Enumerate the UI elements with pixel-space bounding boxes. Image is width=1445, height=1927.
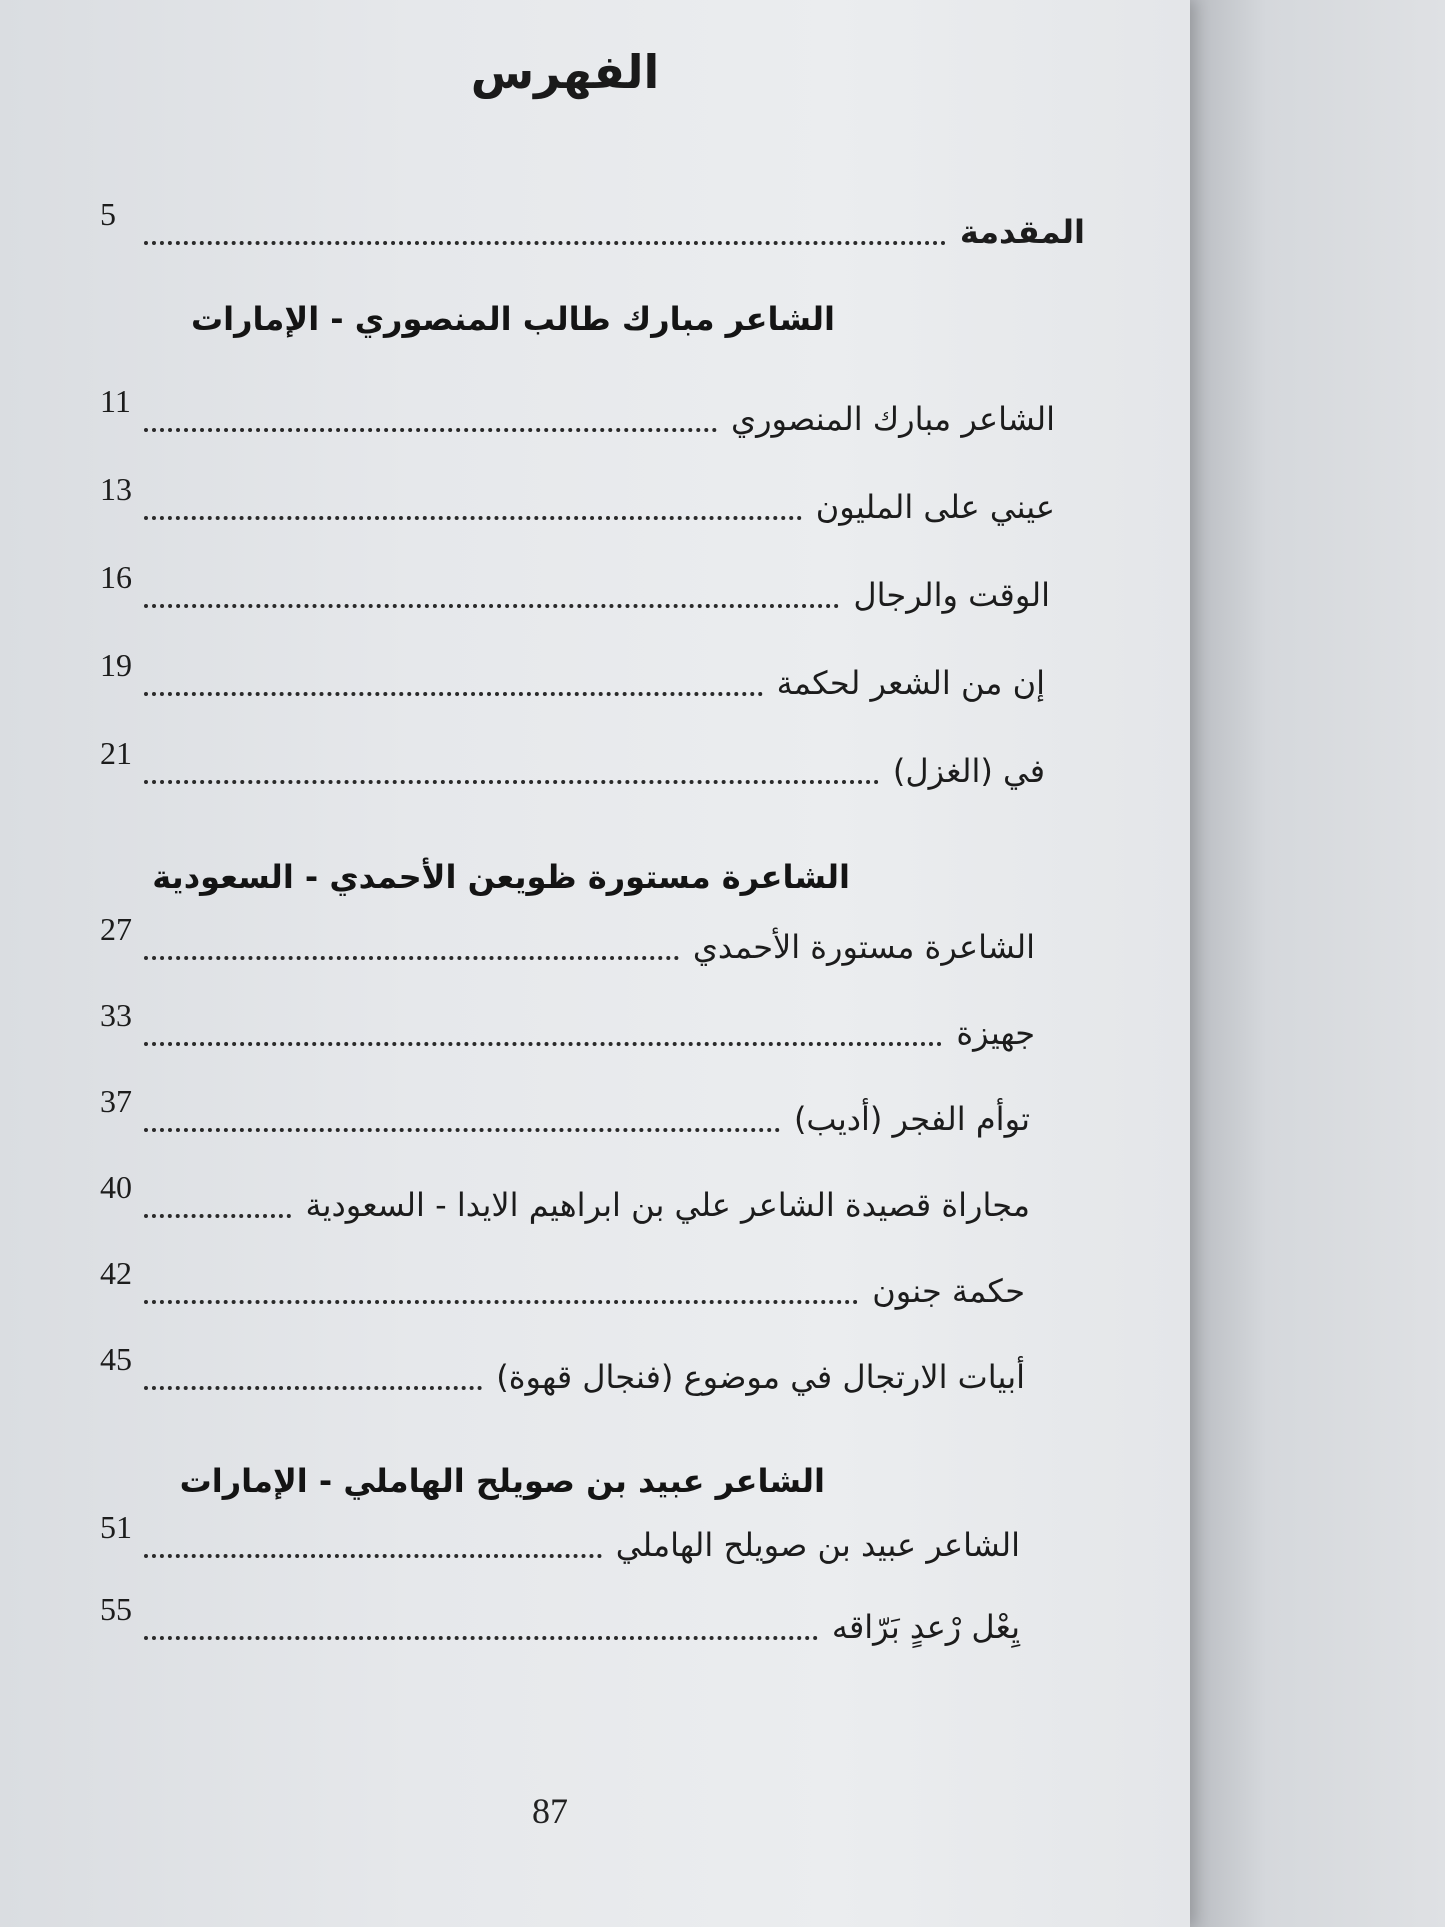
leader-dots (144, 956, 679, 960)
toc-entry-label: إن من الشعر لحكمة (776, 664, 1045, 702)
leader-dots (144, 1300, 858, 1304)
toc-entry-label: توأم الفجر (أديب) (793, 1100, 1030, 1138)
toc-entry-page: 45 (100, 1341, 132, 1377)
toc-entry-label: أبيات الارتجال في موضوع (فنجال قهوة) (496, 1358, 1025, 1396)
toc-entry (100, 1341, 1025, 1404)
toc-entry-label: الشاعر عبيد بن صويلح الهاملي (615, 1526, 1020, 1564)
toc-entry-page: 42 (100, 1255, 132, 1291)
page-number: 87 (532, 1791, 568, 1831)
section-heading: الشاعر عبيد بن صويلح الهاملي - الإمارات (179, 1462, 825, 1500)
toc-entry-page: 16 (100, 559, 132, 595)
toc-entry (100, 1255, 1025, 1318)
toc-entry-page: 51 (100, 1509, 132, 1545)
leader-dots (144, 1386, 482, 1390)
toc-entry (100, 1169, 1030, 1232)
leader-dots (144, 780, 879, 784)
toc-entry-label: مجاراة قصيدة الشاعر علي بن ابراهيم الايدا - السعودية (305, 1186, 1030, 1224)
toc-entry-label: جهيزة (956, 1014, 1035, 1052)
toc-entry-page: 5 (100, 196, 116, 232)
leader-dots (144, 516, 802, 520)
toc-entry-label: الشاعرة مستورة الأحمدي (692, 928, 1035, 966)
toc-entry-page: 13 (100, 471, 132, 507)
toc-entry (100, 471, 1055, 534)
toc-entry-label: يِعْل رْعدٍ بَرّاقه (831, 1608, 1020, 1646)
toc-entry (100, 735, 1045, 798)
toc-entry (100, 559, 1050, 622)
toc-entry-label: الشاعر مبارك المنصوري (731, 400, 1055, 438)
toc-entry (100, 1509, 1020, 1572)
toc-entry-label: عيني على المليون (815, 488, 1055, 526)
leader-dots (144, 1042, 942, 1046)
toc-entry (100, 383, 1055, 446)
toc-entry-intro (100, 196, 1085, 259)
toc-entry-page: 27 (100, 911, 132, 947)
toc-entry (100, 997, 1035, 1060)
leader-dots (144, 1636, 818, 1640)
toc-entry-page: 40 (100, 1169, 132, 1205)
toc-entry (100, 647, 1045, 710)
toc-entry (100, 1591, 1020, 1654)
leader-dots (144, 241, 946, 245)
leader-dots (144, 1214, 291, 1218)
leader-dots (144, 1128, 780, 1132)
facing-page-edge (1190, 0, 1445, 1927)
section-heading: الشاعر مبارك طالب المنصوري - الإمارات (190, 300, 835, 338)
toc-entry-page: 21 (100, 735, 132, 771)
toc-entry-page: 37 (100, 1083, 132, 1119)
section-heading: الشاعرة مستورة ظويعن الأحمدي - السعودية (152, 858, 850, 896)
toc-entry-page: 11 (100, 383, 131, 419)
toc-entry-label: الوقت والرجال (853, 576, 1050, 614)
leader-dots (144, 428, 717, 432)
toc-entry-page: 55 (100, 1591, 132, 1627)
leader-dots (144, 692, 763, 696)
leader-dots (144, 1554, 602, 1558)
toc-entry (100, 1083, 1030, 1146)
page-title: الفهرس (470, 45, 660, 99)
toc-entry-page: 19 (100, 647, 132, 683)
toc-entry-page: 33 (100, 997, 132, 1033)
toc-entry-label: المقدمة (959, 213, 1085, 251)
toc-entry-label: في (الغزل) (892, 752, 1045, 790)
toc-entry-label: حكمة جنون (872, 1272, 1025, 1310)
toc-entry (100, 911, 1035, 974)
leader-dots (144, 604, 839, 608)
